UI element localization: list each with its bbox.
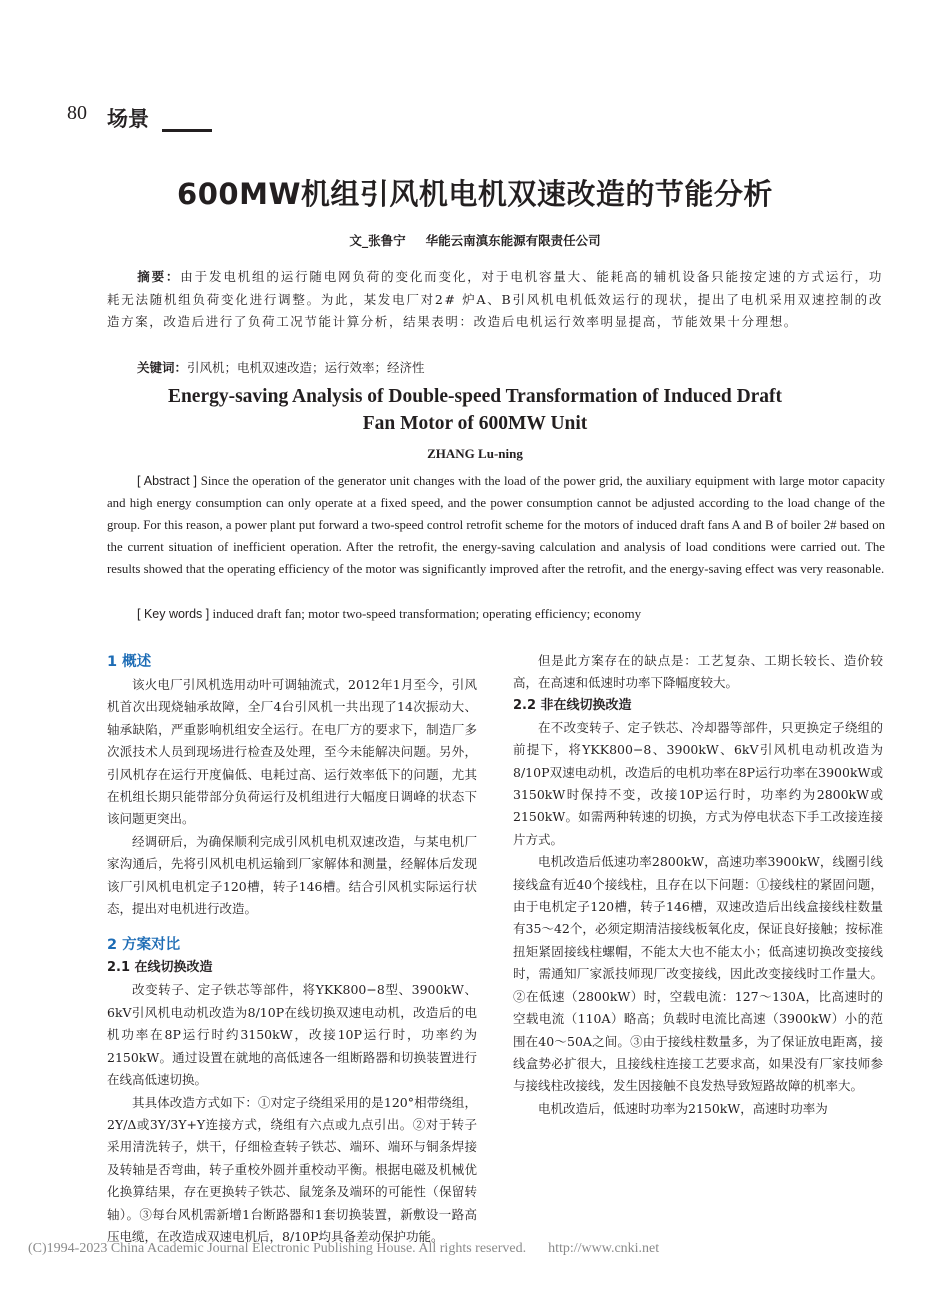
section-1-paragraph-1: 该火电厂引风机选用动叶可调轴流式，2012年1月至今，引风机首次出现烧轴承故障，全厂4台引风机一共出现了14次振动大、轴承缺陷，严重影响机组安全运行。在电厂方的要求下，制造厂多次派技术人员到现场进行检查及处理，至今未能解决问题。另外，引风机存在运行开度偏低、电耗过高、运行效率低下的问题，尤其在机组长期只能带部分负荷运行及机组进行大幅度日调峰的状态下该问题更突出。 [107,677,477,827]
keywords-text: 引风机；电机双速改造；运行效率；经济性 [187,360,425,375]
english-keywords-label: [ Key words ] [137,607,210,621]
section-2-2-heading: 2.2 非在线切换改造 [513,697,632,713]
article-title: 600MW机组引风机电机双速改造的节能分析 [177,177,773,211]
author-line [0,231,950,249]
footer-copyright: (C)1994-2023 China Academic Journal Electronic Publishing House. All rights reserved. [28,1241,527,1256]
author: 文_张鲁宁 [349,233,406,248]
english-title [0,383,950,437]
section-tag: 场景 [107,107,149,131]
chinese-keywords [137,358,425,376]
chinese-abstract [107,266,883,334]
section-2-2-paragraph-1: 在不改变转子、定子铁芯、冷却器等部件，只更换定子绕组的前提下，将YKK800−8、3900kW、6kV引风机电动机改造为8/10P双速电动机，改造后的电机功率在8P运行功率在3900kW或3150kW时保持不变，改接10P运行时，功率约为2800kW或2150kW。如需两种转速的切换，方式为停电状态下手工改接连接片方式。 [513,719,883,847]
section-1-paragraph-2: 经调研后，为确保顺利完成引风机电机双速改造，与某电机厂家沟通后，先将引风机电机运输到厂家解体和测量，经解体后发现该厂引风机电机定子120槽，转子146槽。结合引风机实际运行状态，提出对电机进行改造。 [107,833,477,917]
english-abstract [107,470,885,580]
affiliation: 华能云南滇东能源有限责任公司 [425,233,601,248]
english-abstract-label: [ Abstract ] [137,474,198,488]
english-title-line-2: Fan Motor of 600MW Unit [362,413,588,434]
section-tag-rule [162,129,212,132]
section-2-2-paragraph-3: 电机改造后，低速时功率为2150kW，高速时功率为 [538,1100,828,1116]
left-column [107,650,477,1248]
english-title-line-1: Energy-saving Analysis of Double-speed Transformation of Induced Draft [167,386,783,407]
footer [28,1241,681,1257]
abstract-label: 摘要： [137,269,181,284]
english-keywords-text: induced draft fan; motor two-speed transformation; operating efficiency; economy [212,606,642,621]
section-2-1-paragraph-2: 其具体改造方式如下：①对定子绕组采用的是120°相带绕组，2Y/Δ或3Y/3Y+Y连接方式，绕组有六点或九点引出。②对于转子采用清洗转子，烘干，仔细检查转子铁芯、端环、端环与铜条焊接及转轴是否弯曲，转子重校外圆并重校动平衡。根据电磁及机械优化换算结果，存在更换转子铁芯、鼠笼条及端环的可能性（保留转轴）。③每台风机需新增1台断路器和1套切换装置，新敷设一路高压电缆，在改造成双速电机后，8/10P均具备差动保护功能。 [107,1094,477,1244]
english-abstract-text: Since the operation of the generator unit changes with the load of the power grid, the auxiliary equipment with large motor capacity and high energy consumption can only operate at a fixed speed, and the power consumption cannot be adjusted according to the load change of the group. For this reason, a power plant put forward a two-speed control retrofit scheme for the motors of induced draft fans A and B of boiler 2# based on the current situation of inefficient operation. After the retrofit, the energy-saving calculation and analysis of load conditions were carried out. The results showed that the operating efficiency of the motor was significantly improved after the retrofit, and the energy-saving effect was very reasonable. [107,474,885,576]
section-2-1-paragraph-1: 改变转子、定子铁芯等部件，将YKK800−8型、3900kW、6kV引风机电动机改造为8/10P在线切换双速电动机，改造后的电机功率在8P运行时约3150kW，改接10P运行时，功率约为2150kW。通过设置在就地的高低速各一组断路器和切换装置进行在线高低速切换。 [107,982,477,1088]
footer-url[interactable]: http://www.cnki.net [548,1241,660,1256]
english-author: ZHANG Lu-ning [427,446,523,461]
abstract-text: 由于发电机组的运行随电网负荷的变化而变化，对于电机容量大、能耗高的辅机设备只能按定速的方式运行，功耗无法随机组负荷变化进行调整。为此，某发电厂对2# 炉A、B引风机电机低效运行的现状，提出了电机采用双速控制的改造方案，改造后进行了负荷工况节能计算分析，结果表明：改造后电机运行效率明显提高，节能效果十分理想。 [107,269,883,329]
english-keywords [137,606,641,622]
right-column [513,650,883,1120]
page-number: 80 [67,102,87,124]
section-2-1-paragraph-3: 但是此方案存在的缺点是：工艺复杂、工期长较长、造价较高，在高速和低速时功率下降幅度较大。 [513,653,883,691]
section-1-heading: 1 概述 [107,654,152,670]
keywords-label: 关键词： [137,360,188,375]
section-2-1-heading: 2.1 在线切换改造 [107,960,213,976]
section-2-heading: 2 方案对比 [107,937,181,954]
section-2-2-paragraph-2: 电机改造后低速功率2800kW，高速功率3900kW，线圈引线接线盒有近40个接线柱，且存在以下问题：①接线柱的紧固问题，由于电机定子120槽，转子146槽，双速改造后出线盒接线柱数量有35～42个，必须定期清洁接线板氧化皮，保证良好接触；按标准扭矩紧固接线柱螺帽，不能太大也不能太小；低高速切换改变接线时，需通知厂家派技师现厂改变接线，因此改变接线时工作量大。②在低速（2800kW）时，空载电流：127～130A，比高速时的空载电流（110A）略高；负载时电流比高速（3900kW）小的范围在40～50A之间。③由于接线柱数量多，为了保证放电距离，接线盒势必扩很大，且接线柱连接工艺要求高，如果没有厂家技师参与接线柱改接线，发生因接触不良发热导致短路故障的机率大。 [513,854,883,1094]
